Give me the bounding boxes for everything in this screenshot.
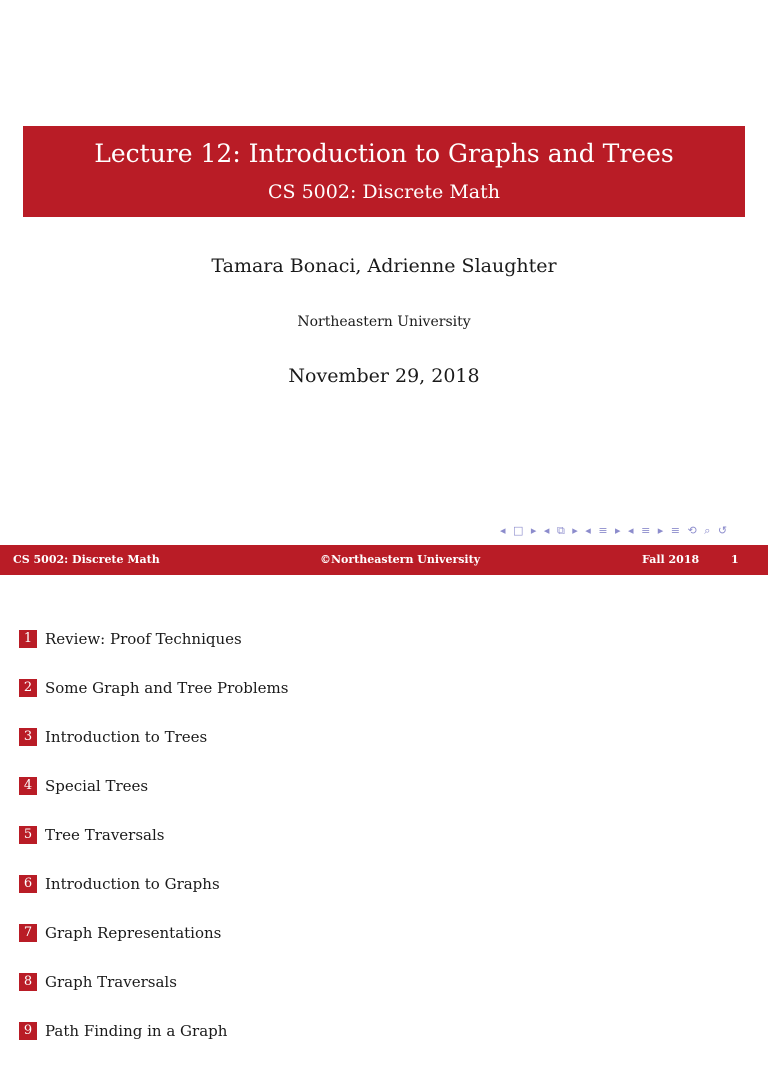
course-subtitle: CS 5002: Discrete Math [268,181,500,203]
authors: Tamara Bonaci, Adrienne Slaughter [211,255,557,277]
toc-number: 5 [19,826,37,844]
toc-number: 4 [19,777,37,795]
lecture-date: November 29, 2018 [288,365,480,387]
toc-number: 3 [19,728,37,746]
footer-term: Fall 2018 [642,553,700,566]
toc-number: 2 [19,679,37,697]
toc-label: Review: Proof Techniques [45,630,242,648]
toc-number: 7 [19,924,37,942]
slide-footer [0,545,768,575]
beamer-navigation-icons[interactable]: ◂ □ ▸ ◂ ⧉ ▸ ◂ ≡ ▸ ◂ ≡ ▸ ≡ ⟲ ⌕ ↺ [500,524,730,537]
toc-label: Introduction to Trees [45,728,208,746]
toc-label: Some Graph and Tree Problems [45,679,289,697]
toc-number: 6 [19,875,37,893]
footer-course: CS 5002: Discrete Math [13,553,160,566]
toc-label: Path Finding in a Graph [45,1022,228,1040]
toc-label: Graph Traversals [45,973,177,991]
footer-copyright: ©Northeastern University [320,553,481,566]
toc-number: 9 [19,1022,37,1040]
toc-number: 1 [19,630,37,648]
toc-label: Tree Traversals [45,826,165,844]
institution: Northeastern University [297,314,471,330]
toc-number: 8 [19,973,37,991]
lecture-title: Lecture 12: Introduction to Graphs and Trees [94,139,674,168]
footer-page-number: 1 [731,553,739,566]
toc-label: Special Trees [45,777,149,795]
toc-label: Graph Representations [45,924,222,942]
title-banner [23,126,745,217]
toc-label: Introduction to Graphs [45,875,220,893]
